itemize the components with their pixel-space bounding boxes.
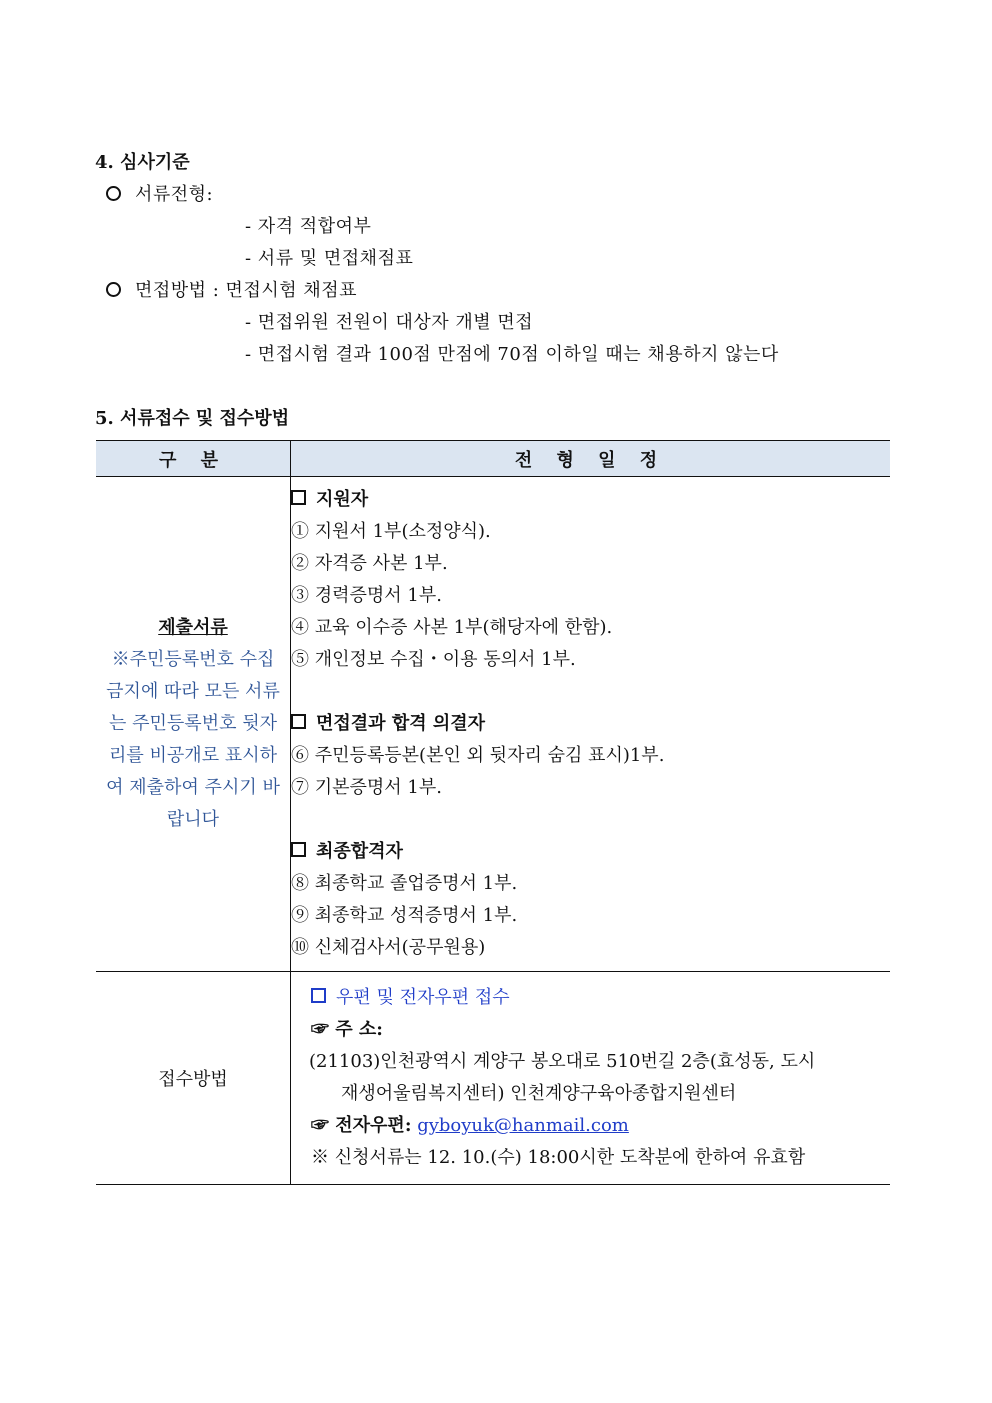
list-item: ⑩ 신체검사서(공무원용) bbox=[291, 937, 486, 958]
list-item: ⑨ 최종학교 성적증명서 1부. bbox=[291, 905, 518, 926]
list-item: ③ 경력증명서 1부. bbox=[291, 585, 442, 606]
group-title-applicant: 지원자 bbox=[291, 484, 890, 516]
table-header-row bbox=[96, 441, 890, 477]
privacy-note: ※주민등록번호 수집금지에 따라 모든 서류는 주민등록번호 뒷자리를 비공개로 표시하여 제출하여 주시기 바랍니다 bbox=[106, 649, 280, 830]
email-label: ☞ 전자우편: bbox=[311, 1115, 412, 1136]
checkbox-icon bbox=[291, 714, 306, 729]
checkbox-icon bbox=[311, 988, 326, 1003]
interview-item: - 면접위원 전원이 대상자 개별 면접 bbox=[245, 312, 534, 333]
list-item: ② 자격증 사본 1부. bbox=[291, 553, 448, 574]
list-item: ⑧ 최종학교 졸업증명서 1부. bbox=[291, 873, 518, 894]
address-line-1: (21103)인천광역시 계양구 봉오대로 510번길 2층(효성동, 도시 bbox=[309, 1051, 816, 1072]
interview-item: - 면접시험 결과 100점 만점에 70점 이하일 때는 채용하지 않는다 bbox=[245, 344, 779, 365]
list-item: ① 지원서 1부(소정양식). bbox=[291, 521, 491, 542]
doc-item: - 서류 및 면접채점표 bbox=[245, 248, 414, 269]
doc-item: - 자격 적합여부 bbox=[245, 216, 372, 237]
circle-bullet-icon bbox=[106, 282, 121, 297]
section4-title: 4. 심사기준 bbox=[95, 152, 190, 173]
doc-screening-line bbox=[106, 180, 213, 206]
doc-screening-label: 서류전형: bbox=[135, 184, 214, 205]
receive-method: 우편 및 전자우편 접수 bbox=[311, 982, 890, 1014]
receive-method-row bbox=[96, 972, 890, 1185]
checkbox-icon bbox=[291, 842, 306, 857]
interview-method-line bbox=[106, 276, 357, 302]
receive-method-label: 접수방법 bbox=[96, 972, 291, 1185]
list-item: ⑦ 기본증명서 1부. bbox=[291, 777, 442, 798]
deadline-note: ※ 신청서류는 12. 10.(수) 18:00시한 도착분에 한하여 유효함 bbox=[311, 1147, 806, 1168]
address-label: ☞ 주 소: bbox=[311, 1019, 383, 1040]
list-item: ④ 교육 이수증 사본 1부(해당자에 한함). bbox=[291, 617, 613, 638]
list-item: ⑥ 주민등록등본(본인 외 뒷자리 숨김 표시)1부. bbox=[291, 745, 665, 766]
section5-title: 5. 서류접수 및 접수방법 bbox=[95, 408, 290, 429]
group-title-interview-pass: 면접결과 합격 의결자 bbox=[291, 708, 890, 740]
group-title-final-pass: 최종합격자 bbox=[291, 836, 890, 868]
submit-docs-row bbox=[96, 477, 890, 972]
submit-docs-label: 제출서류 bbox=[158, 617, 228, 638]
interview-method-label: 면접방법 : 면접시험 채점표 bbox=[135, 280, 357, 301]
submission-table bbox=[96, 440, 890, 1185]
list-item: ⑤ 개인정보 수집・이용 동의서 1부. bbox=[291, 649, 576, 670]
receive-method-content bbox=[291, 972, 891, 1185]
header-schedule: 전 형 일 정 bbox=[291, 441, 891, 477]
address-line-2: 재생어울림복지센터) 인천계양구육아종합지원센터 bbox=[341, 1083, 737, 1104]
circle-bullet-icon bbox=[106, 186, 121, 201]
checkbox-icon bbox=[291, 490, 306, 505]
submit-docs-label-cell bbox=[96, 477, 291, 972]
submit-docs-content bbox=[291, 477, 891, 972]
email-link[interactable]: gyboyuk@hanmail.com bbox=[417, 1115, 629, 1136]
email-line bbox=[311, 1110, 890, 1142]
header-category: 구 분 bbox=[96, 441, 291, 477]
